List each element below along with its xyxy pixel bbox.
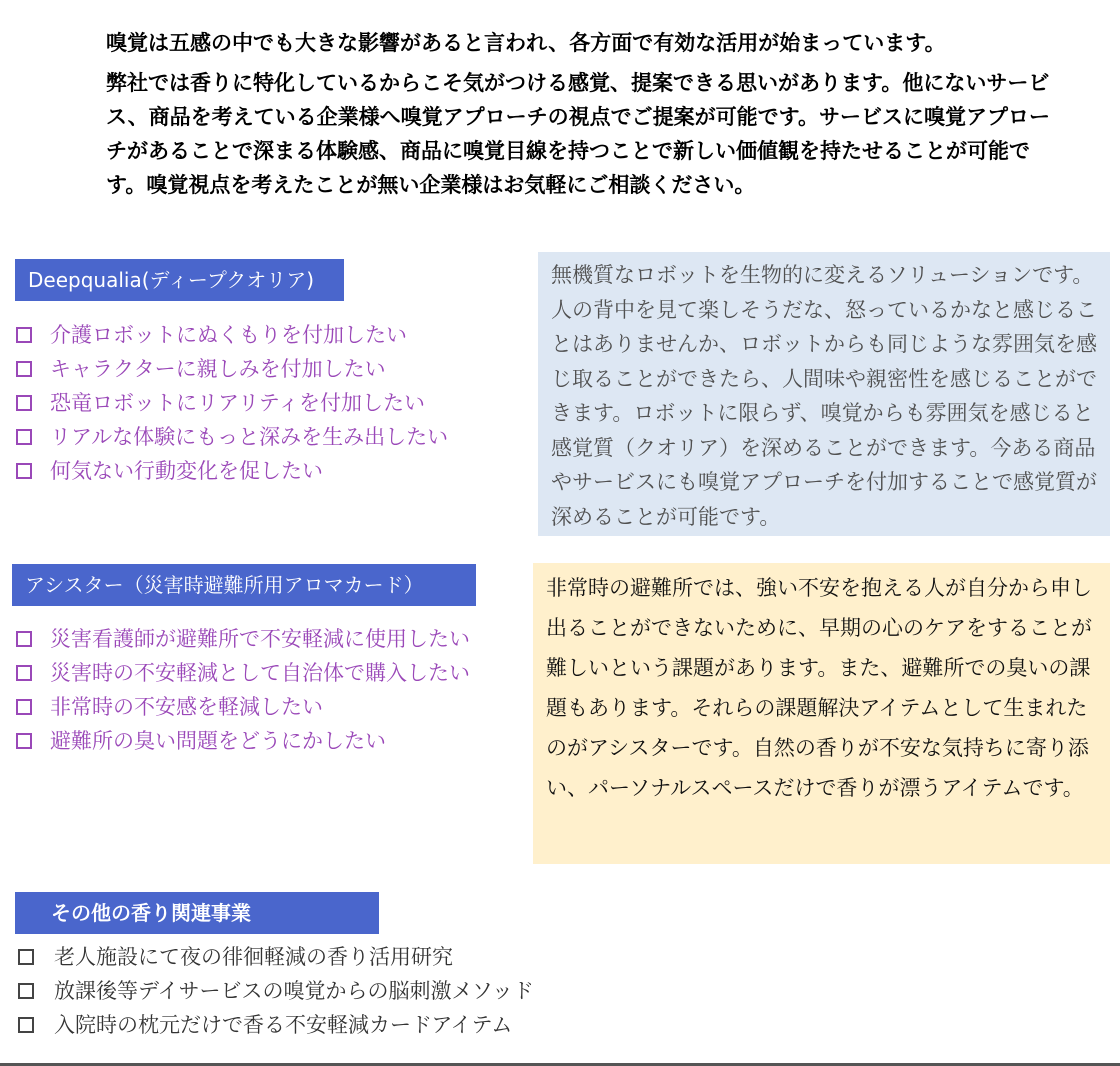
checkbox-icon <box>16 463 32 479</box>
deepqualia-checklist <box>16 318 448 488</box>
deepqualia-heading: Deepqualia(ディープクオリア) <box>15 259 344 301</box>
deepqualia-description: 無機質なロボットを生物的に変えるソリューションです。人の背中を見て楽しそうだな、怒っているかなと感じることはありませんか、ロボットからも同じような雰囲気を感じ取ることができたら、人間味や親密性を感じることができます。ロボットに限らず、嗅覚からも雰囲気を感じると感覚質（クオリア）を深めることができます。今ある商品やサービスにも嗅覚アプローチを付加することで感覚質が深めることが可能です。 <box>551 263 1097 529</box>
checkbox-icon <box>18 949 34 965</box>
assister-description: 非常時の避難所では、強い不安を抱える人が自分から申し出ることができないために、早期の心のケアをすることが難しいという課題があります。また、避難所での臭いの課題もあります。それらの課題解決アイテムとして生まれたのがアシスターです。自然の香りが不安な気持ちに寄り添い、パーソナルスペースだけで香りが漂うアイテムです。 <box>546 576 1092 800</box>
list-item: キャラクターに親しみを付加したい <box>16 352 448 386</box>
checkbox-icon <box>16 665 32 681</box>
checkbox-icon <box>16 631 32 647</box>
assister-heading: アシスター（災害時避難所用アロマカード） <box>12 564 476 606</box>
other-checklist <box>18 940 534 1042</box>
list-item: 避難所の臭い問題をどうにかしたい <box>16 724 470 758</box>
list-item: 老人施設にて夜の徘徊軽減の香り活用研究 <box>18 940 534 974</box>
list-item: 放課後等デイサービスの嗅覚からの脳刺激メソッド <box>18 974 534 1008</box>
checkbox-icon <box>16 327 32 343</box>
checkbox-icon <box>16 429 32 445</box>
checkbox-icon <box>16 733 32 749</box>
assister-checklist <box>16 622 470 758</box>
list-item: 非常時の不安感を軽減したい <box>16 690 470 724</box>
assister-description-panel <box>533 563 1110 864</box>
checkbox-icon <box>16 699 32 715</box>
intro-line-1: 嗅覚は五感の中でも大きな影響があると言われ、各方面で有効な活用が始まっています。 <box>106 31 946 55</box>
checkbox-icon <box>18 1017 34 1033</box>
intro-text <box>106 26 1056 202</box>
list-item: 何気ない行動変化を促したい <box>16 454 448 488</box>
intro-paragraph-2: 弊社では香りに特化しているからこそ気がつける感覚、提案できる思いがあります。他にないサービス、商品を考えている企業様へ嗅覚アプローチの視点でご提案が可能です。サービスに嗅覚アプローチがあることで深まる体験感、商品に嗅覚目線を持つことで新しい価値観を持たせることが可能です。嗅覚視点を考えたことが無い企業様はお気軽にご相談ください。 <box>106 71 1050 197</box>
list-item: 災害時の不安軽減として自治体で購入したい <box>16 656 470 690</box>
list-item: 入院時の枕元だけで香る不安軽減カードアイテム <box>18 1008 534 1042</box>
checkbox-icon <box>16 395 32 411</box>
other-heading: その他の香り関連事業 <box>15 892 379 934</box>
list-item: リアルな体験にもっと深みを生み出したい <box>16 420 448 454</box>
list-item: 介護ロボットにぬくもりを付加したい <box>16 318 448 352</box>
list-item: 災害看護師が避難所で不安軽減に使用したい <box>16 622 470 656</box>
checkbox-icon <box>16 361 32 377</box>
deepqualia-description-panel <box>538 252 1110 536</box>
checkbox-icon <box>18 983 34 999</box>
list-item: 恐竜ロボットにリアリティを付加したい <box>16 386 448 420</box>
